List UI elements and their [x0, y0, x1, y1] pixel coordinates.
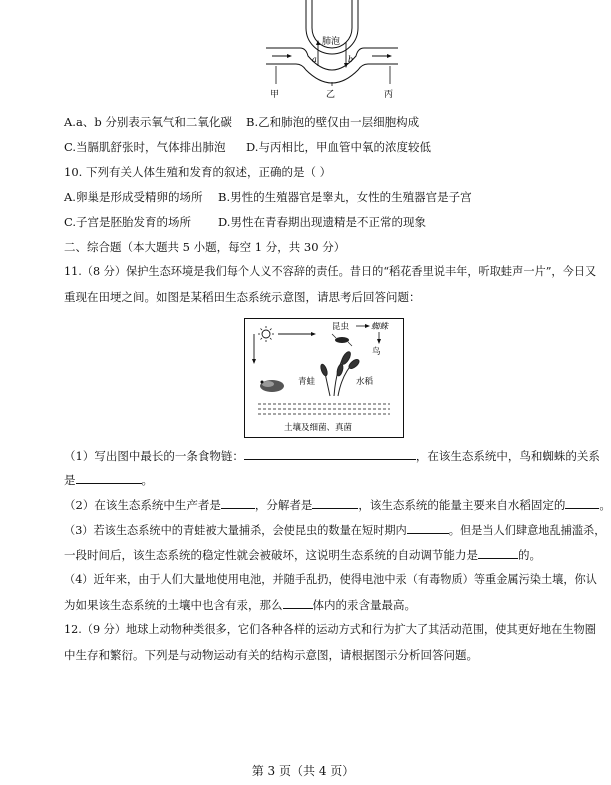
bird-label: 鸟: [372, 347, 381, 357]
q11-part3-line2: 一段时间后，该生态系统的稳定性就会被破坏，这说明生态系统的自动调节能力是 的。: [64, 548, 541, 562]
answer-blank-producer[interactable]: [221, 497, 255, 509]
rice-label: 水稻: [356, 377, 374, 387]
q11-part4-line2: 为如果该生态系统的土壤中也含有汞，那么 体内的汞含量最高。: [64, 598, 416, 612]
answer-blank-energy[interactable]: [565, 497, 599, 509]
alveolus-label: 肺泡: [322, 37, 341, 47]
answer-blank-food-chain[interactable]: [244, 448, 416, 460]
frog-icon: [260, 380, 284, 392]
answer-blank-decomposer[interactable]: [312, 497, 358, 509]
q11-stem-line1: 11.（8 分）保护生态环境是我们每个人义不容辞的责任。昔日的“稻花香里说丰年，听取蛙声一片”，今日又: [64, 265, 597, 278]
frog-label: 青蛙: [298, 377, 316, 387]
svg-text:a: a: [312, 55, 317, 64]
capillary-upper: [266, 48, 398, 70]
q10-options-row1: [64, 189, 472, 205]
insect-label: 昆虫: [332, 322, 350, 332]
q9-option-c: C.当膈肌舒张时，气体排出肺泡: [64, 140, 226, 154]
q9-options-row1: [64, 114, 419, 130]
capillary-lower: [266, 64, 398, 83]
alveolus-diagram: [262, 0, 402, 100]
soil-label: 土壤及细菌、真菌: [284, 423, 353, 433]
answer-blank-relationship[interactable]: [76, 472, 142, 484]
q11-part1-line1: （1）写出图中最长的一条食物链： ，在该生态系统中，鸟和蜘蛛的关系: [64, 449, 600, 463]
q11-stem-line2: 重现在田埂之间。如图是某稻田生态系统示意图，请思考后回答问题：: [64, 290, 421, 304]
q9-option-b: B.乙和肺泡的壁仅由一层细胞构成: [246, 115, 420, 129]
q9-options-row2: [64, 139, 431, 155]
label-bing: 丙: [384, 90, 394, 100]
q11-part3-line1: （3）若该生态系统中的青蛙被大量捕杀，会使昆虫的数量在短时期内 。但是当人们肆意地乱捕滥杀，: [64, 524, 606, 537]
q10-options-row2: [64, 214, 426, 230]
page-footer: 第 3 页（共 4 页）: [251, 764, 355, 778]
q10-stem: 10. 下列有关人体生殖和发育的叙述，正确的是（ ）: [64, 165, 332, 179]
spider-label: 蜘蛛: [371, 322, 389, 332]
svg-text:b: b: [348, 55, 354, 64]
q10-option-b: B.男性的生殖器官是睾丸，女性的生殖器官是子宫: [218, 190, 472, 204]
q10-option-c: C.子宫是胚胎发育的场所: [64, 215, 192, 229]
q11-part1-line2: 是 。: [64, 473, 153, 487]
label-yi: 乙: [326, 90, 336, 100]
q10-option-a: A.卵巢是形成受精卵的场所: [64, 190, 203, 204]
rice-field-diagram: [244, 318, 404, 438]
answer-blank-insect-change[interactable]: [407, 522, 449, 534]
q9-option-d: D.与丙相比，甲血管中氧的浓度较低: [246, 140, 431, 154]
label-jia: 甲: [270, 90, 280, 100]
q10-option-d: D.男性在青春期出现遗精是不正常的现象: [218, 215, 426, 229]
q11-part4-line1: （4）近年来，由于人们大量地使用电池，并随手乱扔，使得电池中汞（有毒物质）等重金属污染土壤，你认: [64, 573, 597, 586]
q9-option-a: A.a、b 分别表示氧气和二氧化碳: [64, 115, 232, 129]
q12-line1: 12.（9 分）地球上动物种类很多，它们各种各样的运动方式和行为扩大了其活动范围，使其更好地在生物圈: [64, 623, 596, 636]
section2-title: 二、综合题（本大题共 5 小题，每空 1 分，共 30 分）: [64, 240, 346, 254]
q12-line2: 中生存和繁衍。下列是与动物运动有关的结构示意图，请根据图示分析回答问题。: [64, 648, 478, 662]
answer-blank-mercury[interactable]: [283, 597, 313, 609]
q11-part2: （2）在该生态系统中生产者是 ，分解者是 ，该生态系统的能量主要来自水稻固定的 。: [64, 498, 611, 512]
answer-blank-regulation[interactable]: [478, 547, 518, 559]
